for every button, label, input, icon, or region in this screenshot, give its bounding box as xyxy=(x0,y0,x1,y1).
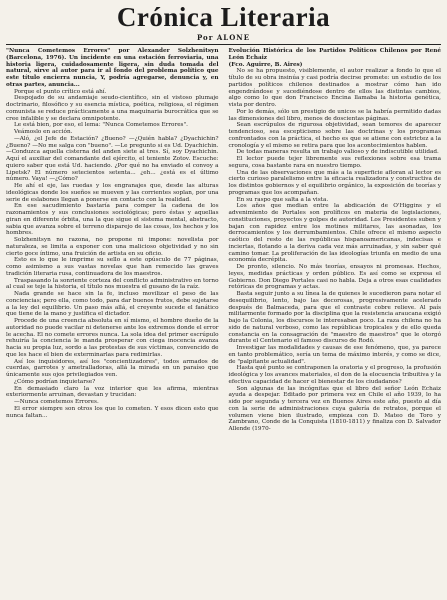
paragraph: Así los inquisidores, así los "concientizadores", todos armados de cuerdas, garrotes y ametralladoras, allá la mirada en un paraíso que únicamente sus ojos privilegiados ven. xyxy=(6,358,219,378)
paragraph: He ahí el eje, las ruedas y los engranajes que, desde las alturas ideológicas donde los sueños se mueven y las corrientes soplan, por una serie de eslabones llegan a ponerse en contacto con la realidad. xyxy=(6,183,219,203)
article-columns xyxy=(6,48,441,433)
divider xyxy=(6,44,441,45)
paragraph: Una de las observaciones que más a la superficie afloran al lector es cierto curioso paralelismo entre la eficacia realizadora y constructiva de los distintos gobiernos y el equilibrio orgánico, la exposición de teorías y programas que los acompañan. xyxy=(228,169,441,196)
paragraph: Traspasando la sonriente corteza del conflicto administrativo en torno al cual se teje la historia, el título nos muestra el gusano de la raíz. xyxy=(6,277,219,291)
paragraph: En su raspo que salta a la vista. xyxy=(236,196,329,203)
paragraph: Solzhenitsyn no razona, no propone ni impone: novelista por naturaleza, se limita a exponer con una malicioso objetividad y no sin cierto goce íntimo, una fruición de artista en su oficio. xyxy=(6,237,219,257)
paragraph: De todas maneras resulta un trabajo valioso y de indiscutible utilidad. xyxy=(236,149,439,156)
paragraph: No se ha propuesto, visiblemente, el autor realizar a fondo lo que el título de su obra insinúa y casi podría decirse promete: un estudio de los partidos políticos chilenos destinados a mostrar cómo han ido engendrándose y sucediéndose dentro de ellos las distintas cambios, algo como lo que don Francisco Encina llamaba la historia genética, vista por dentro. xyxy=(228,68,441,108)
paragraph: Le está bien, por eso, el lema: "Nunca Cometemos Errores". xyxy=(14,122,188,129)
paragraph: Procede de una creencia absoluta en sí mismo, el hombre dueño de la autoridad no puede vacilar ni detenerse ante los extremos donde el error le acecha. El no comete errores nunca. La sola idea del primer escrúpulo rehuiría la conciencia le manda prosperar con ciega inocencia avanza hacia su propia luz, sordo a las protestas de sus víctimas, convencido de que les hace el bien de exterminarlas para redimirlas. xyxy=(6,318,219,358)
paragraph: Despojado de su andamiaje seudo-científico, sin el vistoso plumaje doctrinario, filosófico y su esencia mística, poética, religiosa, el régimen comunista se reduce prácticamente a una maquinaria burocrática que se cree infalible y se declara omnipotente. xyxy=(6,95,219,122)
paragraph: "Nunca Cometemos Errores" por Alexander Solzhenitsyn (Barcelona, 1976). Un incidente en una estación ferroviaria, una historia ligera, cuidadosamente ligera, sin duda tomada del natural, sirve al autor para ir al fondo del problema político que este título encierra nuncia, Y, podría agregarse, denuncia y, en otras partes, anuncia... xyxy=(6,48,219,88)
paragraph: Investigar las modalidades y causas de ese fenómeno, que, ya parece en tanto problemático, sería un tema de máximo interés, y como se dice, de "palpitante actualidad". xyxy=(228,345,441,365)
paragraph: Hasta qué punto se contraponen la oratoria y el progreso, la profusión ideológica y los avances materiales, el don de la elocuencia tribuitiva y la efectiva capacidad de hacer el bienestar de los ciudadanos? xyxy=(228,365,441,385)
paragraph: Basta seguir junto a su línea la de quienes le sucedieron para notar el desequilibrio, lento, bajo las decorosas, progresivamente acelerado después de Balmaceda, para que el contraste cobre relieve. Al país militarmente formado por la disciplina que la resistencia araucana exigió bajo la Colonia, los discursos le interesaban poco. La raza chilena no ha sido de natural verboso, como las repúblicas tropicales y de ello queda constancia en la consagración de "maestro de maestros" que le otorgó durante el Centenario el famoso discurso de Rodó. xyxy=(228,291,441,345)
paragraph: Porque el punto crítico está ahí. xyxy=(14,88,107,95)
paragraph: Veámoslo en acción. xyxy=(14,129,73,135)
right-column xyxy=(229,48,442,433)
masthead xyxy=(6,2,441,42)
paragraph: Sean escrúpulos de rigurosa objetividad, sean temores de aparecer tendencioso, sea escepticismo sobre las doctrinas y los programas confrontados con la práctica, el hecho es que se atiene con estrictez a la cronología y el mismo se retira para que los acontecimientos hablen. xyxy=(228,122,441,149)
paragraph: Nada grande se hace sin la fe, incluso movilizar el peso de las conciencias; pero ella, como todo, para dar buenos frutos, debe sujetarse a la ley del equilibrio. Un paso más allá, el creyente sucede el fanático que tiene de la mano y justifica el dictador. xyxy=(6,291,219,318)
byline: Por ALONE xyxy=(196,33,251,42)
paragraph: En demasiado claro la voz interior que les afirma, mientras exteriormente arruinan, devastan y trucidan: xyxy=(6,385,219,399)
paragraph: El lector puede tejer libremente sus reflexiones sobre esa trama segura, cosa bastante rara en nuestro tiempo. xyxy=(228,156,441,169)
paragraph: De pronto, silencio. No más teorías, ensayos ni promesas. Hechos, leyes, medidas prácticas y orden público. Es así como se expresa el Gobierno. Don Diego Portales casi no habla. Deja a otros esas cualidades retóricas de programas y actas. xyxy=(228,264,441,291)
page-title: Crónica Literaria xyxy=(116,2,331,32)
left-column xyxy=(6,48,219,433)
paragraph: (Fco. Aguirre, B. Aires) xyxy=(228,61,303,68)
paragraph: En ese sacudimiento bastaría para comper la cadena de los razonamientos y sus conclusiones sociológicas; pero éstas y aquellas giran en diferente órbita, una la que sigue el sistema mental, abstracto, sabia que avanza sobre el terreno disparejo de las cosas, los hechos y los hombres. xyxy=(6,203,219,237)
paragraph: Esto es lo que le imprime su sello a este opúsculo de 77 páginas, como asimismo a sus vastas novelas que han remecido las graves tradición literaria rusa, continuadora de los maestros. xyxy=(6,257,219,277)
paragraph: —Nunca cometemos Errores. xyxy=(14,399,99,405)
paragraph: Los años que median entre la abdicación de O'Higgins y el advenimiento de Portales son prolíficos en materia de legislaciones, constituciones, proyectos y golpes de autoridad. Los Presidentes suben y bajan con rapidez entre los motines militares, las asonadas, los derrocamientos y los derrumbamientos. Chile ofrece el mismo aspecto caótico del resto de las repúblicas hispanoamericanas, indecisas e inciertas, flotando a la deriva cada vez más arruinadas, y sin saber qué camino tomar. La proliferación de las ideologías triunfa en medio de una economía decrépita. xyxy=(228,203,441,264)
paragraph: ¿Cómo podrían inquietarse? xyxy=(14,378,96,385)
paragraph: Evolución Histórica de los Partidos Políticos Chilenos por René León Echaiz xyxy=(228,48,441,61)
paragraph: —Aló, ¿el Jefe de Estación? ¿Bueno? —¿Quién habla? ¿Dyachichin? ¿Bueno? —No me salga con "bueno". —Le pregunto si es Ud. Dyachichin. —Conduzca aquella cisterna del anden siete al tres. Sí, soy Dyachichin. Aquí el auxiliar del comandante del ejército, el teniente Zotov. Escuche: quiero saber que está Ud. haciendo. ¿Por qué no ha enviado el convoy a Lipetsk? El número setecientos setenta... ¿eh... ¿está es el último número. Vaya! —¿Cómo? xyxy=(6,135,219,183)
paragraph: Por lo demás, sólo un prestigio de unicos se la habría permitido dadas las dimensiones del libro, menos de doscientas páginas. xyxy=(228,108,441,122)
paragraph: Son algunas de las incógnitas que el libro del señor León Echaiz ayuda a despejar. Editado por primera vez en Chile el año 1939, lo ha sido por segunda y tercera vez en Buenos Aires este año, puesto al día con la serie de administraciones cuya galería de retratos, porque el volumen viene bien ilustrado, empieza con D. Mateo de Toro y Zambrano, Conde de la Conquista (1810-1811) y finaliza con D. Salvador Allende (1970- xyxy=(228,385,441,432)
paragraph: El error siempre son otros los que lo cometen. Y esos dicen esto que nunca faltan... xyxy=(6,405,219,419)
